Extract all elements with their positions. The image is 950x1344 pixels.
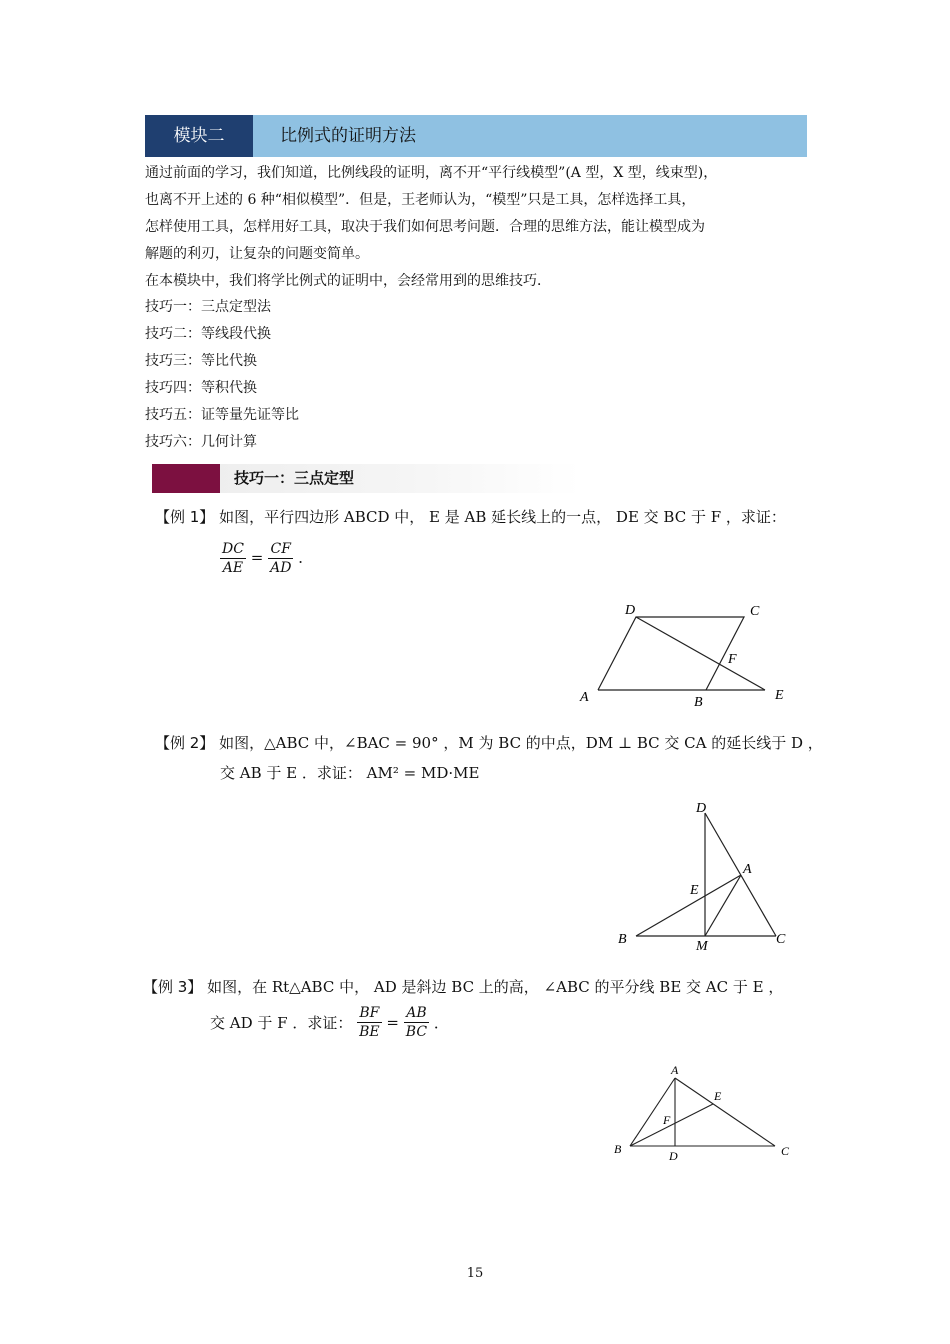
label-d: D [625, 603, 636, 618]
line-ba [636, 875, 741, 936]
label-c: C [776, 932, 786, 947]
technique-item: 技巧六：几何计算 [145, 434, 257, 450]
figure-right-triangle-median [610, 795, 800, 955]
intro-line: 解题的利刃，让复杂的问题变简单。 [145, 246, 369, 262]
label-d: D [696, 801, 707, 816]
example-2-line1: 如图，△ABC 中，∠BAC = 90° ，M 为 BC 的中点，DM ⊥ BC 交 CA 的延长线于 D ， [219, 734, 823, 752]
intro-line: 怎样使用工具，怎样用好工具，取决于我们如何思考问题．合理的思维方法，能让模型成为 [145, 219, 705, 235]
label-d: D [669, 1149, 678, 1163]
module-tag: 模块二 [145, 115, 253, 157]
line-ma [705, 875, 741, 936]
label-f: F [728, 652, 737, 667]
section-accent-bar [152, 464, 220, 493]
label-a: A [671, 1063, 679, 1077]
fraction-cf-ad: $\frac{CF}{AD}$ [270, 541, 292, 576]
example-2-line2: 交 AB 于 E ．求证： AM² = MD·ME [220, 764, 480, 782]
intro-line: 通过前面的学习，我们知道，比例线段的证明，离不开“平行线模型”(A 型，X 型，线束型)， [145, 165, 718, 181]
label-a: A [743, 862, 752, 877]
figure-altitude-bisector [605, 1058, 805, 1168]
label-e: E [690, 883, 699, 898]
example-1-formula: $\frac{DC}{AE}$ = $\frac{CF}{AD}$ ． [222, 541, 314, 576]
figure-parallelogram [570, 595, 800, 715]
label-b: B [694, 695, 703, 710]
example-2-text [155, 732, 823, 753]
section-title: 技巧一：三点定型 [234, 469, 355, 487]
line-be [630, 1104, 713, 1146]
technique-item: 技巧二：等线段代换 [145, 326, 271, 342]
example-3-line2: 交 AD 于 F ．求证： $\frac{BF}{BE}$ = $\frac{AB}{BC}$ ． [210, 1005, 449, 1040]
label-a: A [580, 690, 589, 705]
fraction-dc-ae: $\frac{DC}{AE}$ [222, 541, 244, 576]
equals-sign: = [386, 1013, 399, 1032]
section-header [152, 464, 580, 493]
intro-line: 也离不开上述的 6 种“相似模型”．但是，王老师认为，“模型”只是工具，怎样选择工具， [145, 192, 696, 208]
technique-list [145, 294, 299, 456]
line-de [636, 617, 765, 690]
example-1-statement: 如图，平行四边形 ABCD 中， E 是 AB 延长线上的一点， DE 交 BC 于 F ，求证： [219, 508, 786, 526]
example-3-line1: 如图，在 Rt△ABC 中， AD 是斜边 BC 上的高， ∠ABC 的平分线 BE 交 AC 于 E ， [207, 978, 784, 996]
label-e: E [775, 688, 784, 703]
fraction-ab-bc: $\frac{AB}{BC}$ [405, 1005, 428, 1040]
label-f: F [663, 1113, 671, 1127]
label-c: C [781, 1144, 790, 1158]
intro-line: 在本模块中，我们将学比例式的证明中，会经常用到的思维技巧． [145, 273, 551, 289]
technique-item: 技巧四：等积代换 [145, 380, 257, 396]
label-c: C [750, 604, 760, 619]
label-e: E [714, 1089, 722, 1103]
example-3-label: 【例 3】 [143, 978, 203, 996]
parallelogram-abcd [598, 617, 744, 690]
module-title: 比例式的证明方法 [280, 126, 416, 146]
example-1-label: 【例 1】 [155, 508, 215, 526]
label-b: B [618, 932, 627, 947]
label-b: B [614, 1142, 622, 1156]
page-number: 15 [466, 1266, 484, 1281]
line-ba [630, 1078, 675, 1146]
module-header [145, 115, 807, 157]
example-2-label: 【例 2】 [155, 734, 215, 752]
technique-item: 技巧一：三点定型法 [145, 299, 271, 315]
example-1-text [155, 506, 786, 527]
fraction-bf-be: $\frac{BF}{BE}$ [359, 1005, 380, 1040]
line-ac [675, 1078, 775, 1146]
intro-paragraph [145, 160, 807, 295]
technique-item: 技巧五：证等量先证等比 [145, 407, 299, 423]
technique-item: 技巧三：等比代换 [145, 353, 257, 369]
equals-sign: = [250, 548, 264, 567]
example-3-text [143, 976, 783, 997]
label-m: M [696, 939, 708, 954]
